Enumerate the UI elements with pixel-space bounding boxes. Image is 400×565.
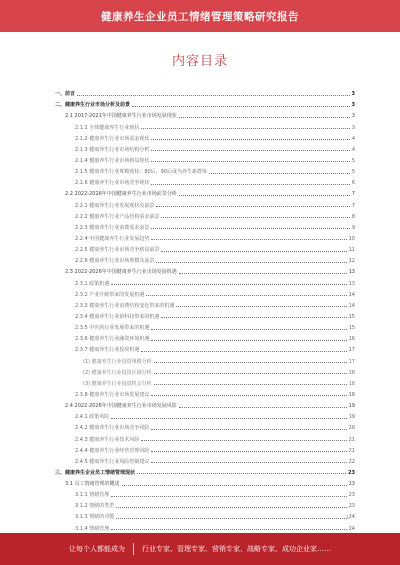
toc-entry-title: 3.1.3 情绪的功能 xyxy=(75,514,115,521)
toc-entry-page: 19 xyxy=(348,403,355,410)
toc-entry-page: 18 xyxy=(348,380,355,387)
toc-entry-title: 3.1.2 情绪的类型 xyxy=(75,503,115,510)
toc-entry[interactable] xyxy=(55,498,355,509)
toc-entry-page: 23 xyxy=(348,503,355,510)
toc-entry-page: 5 xyxy=(351,169,355,176)
toc-entry-title: 二、健康养生行业市场分析及前景 xyxy=(55,102,131,109)
toc-entry-title: 2.4.3 健康养生行业技术风险 xyxy=(75,436,140,443)
toc-entry[interactable] xyxy=(55,298,355,309)
toc-leader-dots xyxy=(156,206,349,207)
toc-entry-title: 2.4.2 健康养生行业市场竞争风险 xyxy=(75,425,150,432)
toc-entry-page: 5 xyxy=(351,157,355,164)
toc-leader-dots xyxy=(179,407,347,408)
toc-leader-dots xyxy=(141,128,349,129)
footer-divider xyxy=(133,543,134,555)
toc-entry-page: 21 xyxy=(348,447,355,454)
toc-entry-page: 8 xyxy=(351,213,355,220)
toc-entry-page: 3 xyxy=(351,124,355,131)
page-header xyxy=(0,0,400,32)
toc-entry-title: 2.4 2022-2026年中国健康养生行业市场发展风险 xyxy=(65,403,177,410)
footer-slogan-left: 让每个人都能成为 xyxy=(69,545,125,553)
toc-entry-title: 2.4.5 健康养生行业风险控制建议 xyxy=(75,458,150,465)
toc-entry-page: 23 xyxy=(348,469,355,476)
toc-leader-dots xyxy=(151,329,346,330)
toc-entry[interactable] xyxy=(55,142,355,153)
toc-entry[interactable] xyxy=(55,86,355,97)
toc-entry-title: 2.1 2017-2021年中国健康养生行业市场发展现状 xyxy=(65,113,177,120)
toc-entry-title: 3.1.1 情绪管理 xyxy=(75,492,110,499)
toc-entry[interactable] xyxy=(55,264,355,275)
toc-entry[interactable] xyxy=(55,365,355,376)
toc-entry-title: 2.4.4 健康养生行业经营管理风险 xyxy=(75,447,150,454)
toc-entry-title: 2.3.6 健康养生行业融资环境机遇 xyxy=(75,336,150,343)
toc-entry[interactable] xyxy=(55,242,355,253)
toc-entry[interactable] xyxy=(55,320,355,331)
toc-entry[interactable] xyxy=(55,209,355,220)
toc-entry-title: 2.1.6 健康养生行业市场竞争现状 xyxy=(75,180,150,187)
toc-entry[interactable] xyxy=(55,220,355,231)
toc-entry-page: 12 xyxy=(348,258,355,265)
toc-entry-page: 18 xyxy=(348,369,355,376)
toc-entry-title: 2.2.4 中国健康养生行业发展趋势 xyxy=(75,235,150,242)
toc-entry[interactable] xyxy=(55,186,355,197)
toc-leader-dots xyxy=(156,262,346,263)
toc-entry[interactable] xyxy=(55,119,355,130)
toc-leader-dots xyxy=(137,473,346,474)
toc-leader-dots xyxy=(151,161,349,162)
toc-entry[interactable] xyxy=(55,520,355,531)
toc-leader-dots xyxy=(151,184,349,185)
toc-entry[interactable] xyxy=(55,175,355,186)
toc-leader-dots xyxy=(154,373,347,374)
toc-leader-dots xyxy=(179,273,347,274)
toc-entry-page: 22 xyxy=(348,458,355,465)
toc-entry[interactable] xyxy=(55,476,355,487)
toc-entry-page: 15 xyxy=(348,325,355,332)
toc-entry-page: 3 xyxy=(351,102,355,109)
toc-leader-dots xyxy=(111,418,346,419)
toc-entry-title: 2.4.1 政策风险 xyxy=(75,414,110,421)
toc-entry-title: 2.1.2 健康养生行业市场需求现状 xyxy=(75,135,150,142)
toc-entry-page: 14 xyxy=(348,291,355,298)
toc-leader-dots xyxy=(209,173,350,174)
toc-leader-dots xyxy=(111,529,346,530)
toc-leader-dots xyxy=(111,284,346,285)
toc-entry-title: 2.1.1 全球健康养生行业现状 xyxy=(75,124,140,131)
toc-entry[interactable] xyxy=(55,275,355,286)
toc-entry-page: 10 xyxy=(348,235,355,242)
toc-entry-title: 2.3.5 中医药行业发展带来的机遇 xyxy=(75,325,150,332)
toc-leader-dots xyxy=(154,384,347,385)
toc-entry[interactable] xyxy=(55,409,355,420)
toc-entry-page: 18 xyxy=(348,391,355,398)
toc-entry-page: 7 xyxy=(351,202,355,209)
toc-entry-title: 2.2.2 健康养生行业产品结构需求前景 xyxy=(75,213,160,220)
toc-entry-page: 21 xyxy=(348,436,355,443)
toc-leader-dots xyxy=(161,251,346,252)
toc-entry[interactable] xyxy=(55,253,355,264)
toc-entry[interactable] xyxy=(55,443,355,454)
toc-leader-dots xyxy=(151,451,346,452)
toc-leader-dots xyxy=(111,496,346,497)
toc-entry[interactable] xyxy=(55,164,355,175)
toc-leader-dots xyxy=(116,518,346,519)
toc-entry-title: 2.3.8 健康养生行业市场发展建议 xyxy=(75,391,150,398)
toc-entry-page: 7 xyxy=(351,191,355,198)
toc-entry[interactable] xyxy=(55,287,355,298)
toc-entry[interactable] xyxy=(55,309,355,320)
toc-entry[interactable] xyxy=(55,231,355,242)
toc-entry-page: 9 xyxy=(351,224,355,231)
toc-leader-dots xyxy=(179,117,350,118)
toc-entry-title: 2.1.3 健康养生行业市场结构分析 xyxy=(75,146,150,153)
toc-entry[interactable] xyxy=(55,465,355,476)
toc-entry-title: 2.2.1 健康养生行业发展现状及前景 xyxy=(75,202,155,209)
toc-entry-page: 19 xyxy=(348,414,355,421)
toc-leader-dots xyxy=(161,317,346,318)
toc-entry-page: 13 xyxy=(348,280,355,287)
footer-slogan-right: 行业专家、管理专家、营销专家、战略专家、成功企业家…… xyxy=(142,545,331,553)
toc-leader-dots xyxy=(151,395,346,396)
toc-entry-title: 一、前言 xyxy=(55,91,76,98)
toc-entry-page: 23 xyxy=(348,492,355,499)
toc-entry-page: 14 xyxy=(348,302,355,309)
toc-entry-title: 2.3.3 健康养生行业消费结构变化带来的机遇 xyxy=(75,302,175,309)
toc-entry-page: 24 xyxy=(348,525,355,532)
toc-entry-title: 2.3.4 健康养生行业新科技带来的机遇 xyxy=(75,313,160,320)
toc-entry-page: 20 xyxy=(348,425,355,432)
toc-entry[interactable] xyxy=(55,398,355,409)
table-of-contents xyxy=(55,86,355,532)
toc-entry-page: 15 xyxy=(348,313,355,320)
toc-entry-title: 3.1 员工情绪管理的概述 xyxy=(65,481,120,488)
toc-entry-page: 4 xyxy=(351,146,355,153)
toc-leader-dots xyxy=(116,507,346,508)
toc-leader-dots xyxy=(154,362,347,363)
toc-leader-dots xyxy=(179,195,350,196)
toc-entry-page: 3 xyxy=(351,91,355,98)
toc-leader-dots xyxy=(141,440,346,441)
toc-entry-page: 17 xyxy=(348,358,355,365)
toc-entry[interactable] xyxy=(55,353,355,364)
toc-entry-page: 3 xyxy=(351,113,355,120)
toc-leader-dots xyxy=(132,106,350,107)
page-footer xyxy=(0,533,400,565)
toc-leader-dots xyxy=(151,150,349,151)
toc-leader-dots xyxy=(176,306,346,307)
toc-entry[interactable] xyxy=(55,342,355,353)
toc-leader-dots xyxy=(122,485,347,486)
toc-entry-page: 13 xyxy=(348,269,355,276)
toc-entry-title: 2.3.1 政策机遇 xyxy=(75,280,110,287)
toc-entry-title: (3) 健康养生行业投资机会分析 xyxy=(83,380,152,387)
toc-entry[interactable] xyxy=(55,454,355,465)
toc-entry[interactable] xyxy=(55,509,355,520)
toc-entry[interactable] xyxy=(55,97,355,108)
toc-leader-dots xyxy=(146,295,346,296)
toc-entry[interactable] xyxy=(55,108,355,119)
toc-entry-title: 2.1.4 健康养生行业市场格局现状 xyxy=(75,157,150,164)
toc-leader-dots xyxy=(161,217,349,218)
toc-leader-dots xyxy=(151,228,349,229)
toc-heading: 内容目录 xyxy=(171,54,228,69)
toc-entry-title: 2.2.3 健康养生行业消费需求前景 xyxy=(75,224,150,231)
toc-leader-dots xyxy=(151,429,346,430)
toc-leader-dots xyxy=(77,95,350,96)
toc-leader-dots xyxy=(151,462,346,463)
toc-entry-page: 23 xyxy=(348,481,355,488)
toc-entry-page: 17 xyxy=(348,347,355,354)
toc-entry[interactable] xyxy=(55,487,355,498)
toc-entry-page: 4 xyxy=(351,135,355,142)
toc-entry-title: 2.3.7 健康养生行业投资机遇 xyxy=(75,347,140,354)
toc-entry-title: 2.1.5 健康养生行业规模现状：80后、90后成为养生新群体 xyxy=(75,169,208,176)
toc-entry[interactable] xyxy=(55,376,355,387)
toc-entry-title: 2.3 2022-2026年中国健康养生行业市场发展机遇 xyxy=(65,269,177,276)
toc-leader-dots xyxy=(151,139,349,140)
toc-entry-title: 2.2.6 健康养生行业市场规模及前景 xyxy=(75,258,155,265)
toc-entry-page: 6 xyxy=(351,180,355,187)
toc-entry-title: (1) 健康养生行业投资规模分析 xyxy=(83,358,152,365)
page-number: 1 xyxy=(346,515,350,521)
toc-entry-title: 3.1.4 情绪管理 xyxy=(75,525,110,532)
toc-leader-dots xyxy=(141,351,346,352)
toc-entry-title: 2.2 2022-2026年中国健康养生行业市场前景分析 xyxy=(65,191,177,198)
toc-entry-page: 11 xyxy=(348,247,355,254)
toc-entry-title: 三、健康养生企业员工情绪管理现状 xyxy=(55,469,136,476)
toc-entry[interactable] xyxy=(55,431,355,442)
toc-entry-title: 2.3.2 产业升级带来的发展机遇 xyxy=(75,291,145,298)
toc-entry[interactable] xyxy=(55,153,355,164)
toc-leader-dots xyxy=(151,239,346,240)
toc-entry-page: 24 xyxy=(348,514,355,521)
toc-entry-title: (2) 健康养生行业投资区域分析 xyxy=(83,369,152,376)
toc-entry-title: 2.2.5 健康养生行业市场竞争格局前景 xyxy=(75,247,160,254)
toc-entry[interactable] xyxy=(55,387,355,398)
toc-leader-dots xyxy=(151,340,346,341)
toc-entry[interactable] xyxy=(55,420,355,431)
report-title: 健康养生企业员工情绪管理策略研究报告 xyxy=(101,10,299,23)
toc-entry[interactable] xyxy=(55,197,355,208)
toc-entry[interactable] xyxy=(55,131,355,142)
toc-entry[interactable] xyxy=(55,331,355,342)
toc-entry-page: 16 xyxy=(348,336,355,343)
